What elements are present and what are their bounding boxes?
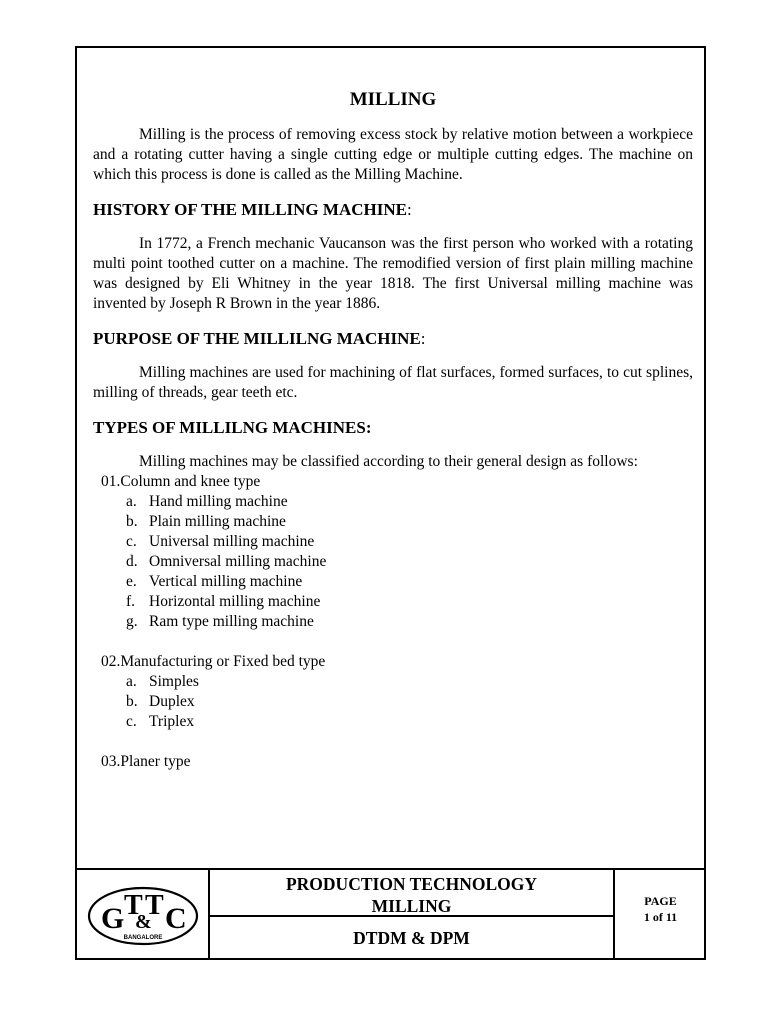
list-item: f. Horizontal milling machine: [126, 593, 321, 610]
list-item: a. Simples: [126, 673, 199, 690]
list-group-label: 03.Planer type: [101, 753, 191, 770]
footer-table: [75, 868, 706, 960]
types-intro: Milling machines may be classified according to their general design as follows:: [139, 453, 638, 470]
history-heading: HISTORY OF THE MILLING MACHINE:: [93, 200, 412, 219]
page-title: MILLING: [349, 89, 437, 110]
types-list: [93, 472, 693, 772]
logo-letter-c: C: [165, 902, 187, 935]
list-item: c. Universal milling machine: [126, 533, 315, 550]
program-name: DTDM & DPM: [353, 928, 470, 948]
intro-paragraph: Milling is the process of removing excess stock by relative motion between a workpiece and a rotating cutter having a single cutting edge or multiple cutting edges. The machine on which this process is done is called as the Milling Machine.: [93, 126, 693, 183]
logo-letter-t2: T: [145, 890, 164, 921]
list-item: e. Vertical milling machine: [126, 573, 303, 590]
list-item: c. Triplex: [126, 713, 195, 730]
list-group-label: 01.Column and knee type: [101, 473, 261, 490]
logo-letter-t1: T: [124, 890, 143, 921]
list-item: b. Plain milling machine: [126, 513, 286, 530]
history-paragraph: In 1772, a French mechanic Vaucanson was the first person who worked with a rotating multi point toothed cutter on a machine. The remodified version of first plain milling machine was designed by Eli Whitney in the year 1818. The first Universal milling machine was invented by Joseph R Brown in the year 1886.: [93, 235, 693, 312]
course-title: PRODUCTION TECHNOLOGY MILLING: [285, 874, 538, 916]
list-item: b. Duplex: [126, 693, 195, 710]
list-item: d. Omniversal milling machine: [126, 553, 327, 570]
gttc-logo: [87, 886, 199, 946]
logo-city: BANGALORE: [123, 935, 163, 941]
purpose-heading: PURPOSE OF THE MILLILNG MACHINE:: [93, 329, 426, 348]
logo-letter-g: G: [101, 902, 125, 935]
logo-ampersand: &: [135, 911, 152, 933]
types-heading: TYPES OF MILLILNG MACHINES:: [93, 418, 372, 437]
list-item: g. Ram type milling machine: [126, 613, 314, 630]
list-group-label: 02.Manufacturing or Fixed bed type: [101, 653, 326, 670]
purpose-paragraph: Milling machines are used for machining of flat surfaces, formed surfaces, to cut splines, milling of threads, gear teeth etc.: [93, 364, 693, 401]
document-body: [93, 88, 693, 772]
page-number: PAGE 1 of 11: [643, 894, 678, 924]
list-item: a. Hand milling machine: [126, 493, 288, 510]
